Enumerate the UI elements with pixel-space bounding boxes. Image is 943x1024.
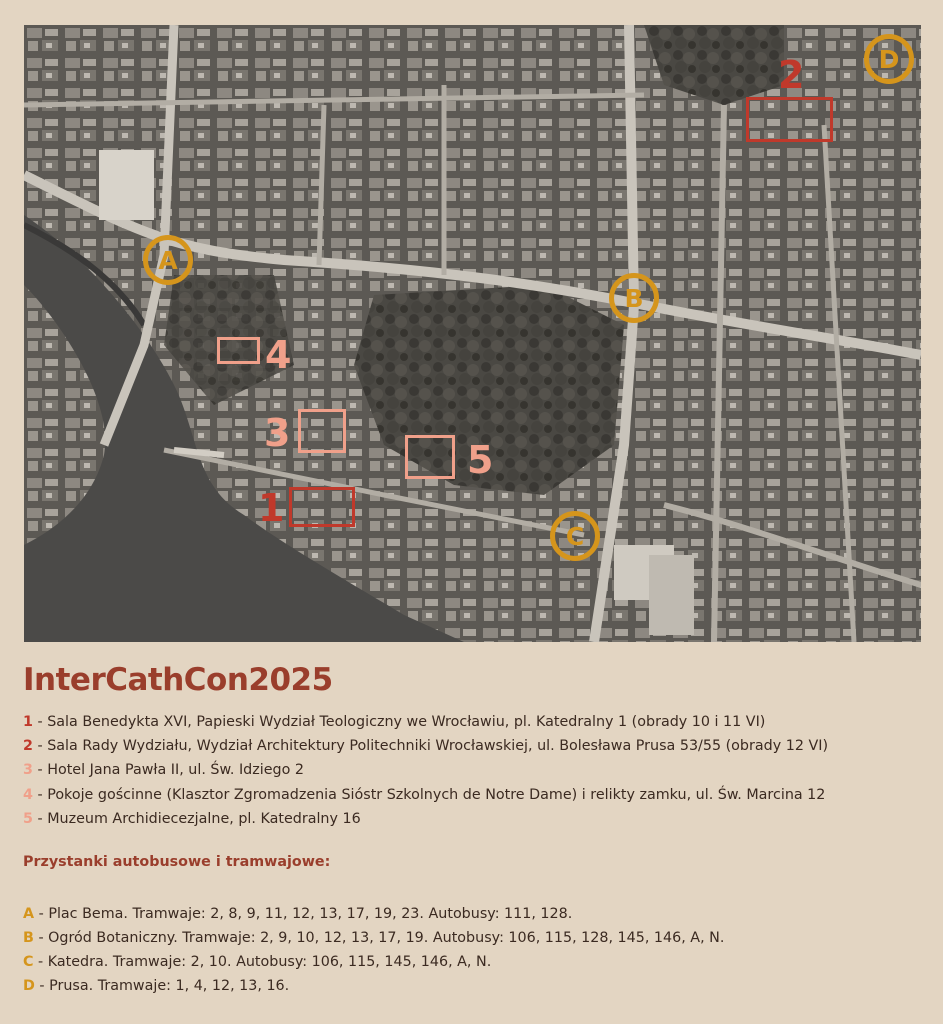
stop-c-marker: C (550, 511, 600, 561)
stops-heading: Przystanki autobusowe i tramwajowe: (23, 854, 331, 870)
stop-item-d (23, 974, 923, 998)
stops-list (23, 902, 923, 998)
legend-key: 4 (23, 786, 33, 803)
stop-key: B (23, 930, 34, 946)
stop-text: - Katedra. Tramwaje: 2, 10. Autobusy: 106, 115, 145, 146, A, N. (33, 954, 492, 970)
stop-key: C (23, 954, 34, 970)
legend-item-4 (23, 783, 923, 807)
venue-1-number: 1 (258, 486, 285, 530)
stop-b-marker: B (609, 273, 659, 323)
aerial-map (24, 25, 921, 642)
stop-item-b (23, 926, 923, 950)
legend-item-2 (23, 734, 923, 758)
venue-3-number: 3 (264, 411, 291, 455)
stop-item-c (23, 950, 923, 974)
legend-key: 5 (23, 810, 33, 827)
legend-text: - Sala Rady Wydziału, Wydział Architektury Politechniki Wrocławskiej, ul. Bolesława Prusa 53/55 (obrady 12 VI) (32, 738, 829, 755)
legend-text: - Sala Benedykta XVI, Papieski Wydział Teologiczny we Wrocławiu, pl. Katedralny 1 (obrady 10 i 11 VI) (32, 714, 766, 730)
venue-3-marker (298, 409, 346, 453)
page-title: InterCathCon2025 (23, 662, 333, 698)
stop-key: A (23, 906, 35, 922)
legend-text: - Pokoje gościnne (Klasztor Zgromadzenia Sióstr Szkolnych de Notre Dame) i relikty zamku, ul. Św. Marcina 12 (32, 786, 826, 803)
legend-text: - Hotel Jana Pawła II, ul. Św. Idziego 2 (32, 762, 304, 779)
legend-key: 2 (23, 738, 33, 755)
venue-2-number: 2 (778, 53, 805, 97)
venue-1-marker (289, 487, 355, 527)
stop-item-a (23, 902, 923, 926)
legend-item-3 (23, 758, 923, 782)
legend-key: 3 (23, 762, 33, 779)
venue-4-marker (217, 337, 260, 364)
stop-text: - Ogród Botaniczny. Tramwaje: 2, 9, 10, 12, 13, 17, 19. Autobusy: 106, 115, 128, 145, 146, A, N. (33, 930, 725, 946)
stop-d-marker: D (864, 34, 914, 84)
venue-legend (23, 710, 923, 831)
legend-item-5 (23, 807, 923, 831)
legend-key: 1 (23, 714, 33, 730)
venue-4-number: 4 (265, 333, 292, 377)
stop-key: D (23, 978, 35, 994)
legend-item-1 (23, 710, 923, 734)
stop-a-marker: A (143, 235, 193, 285)
venue-2-marker (746, 97, 833, 142)
stop-text: - Prusa. Tramwaje: 1, 4, 12, 13, 16. (34, 978, 290, 994)
venue-5-marker (405, 435, 455, 479)
legend-text: - Muzeum Archidiecezjalne, pl. Katedralny 16 (32, 810, 361, 827)
venue-5-number: 5 (467, 438, 494, 482)
stop-text: - Plac Bema. Tramwaje: 2, 8, 9, 11, 12, 13, 17, 19, 23. Autobusy: 111, 128. (34, 906, 573, 922)
